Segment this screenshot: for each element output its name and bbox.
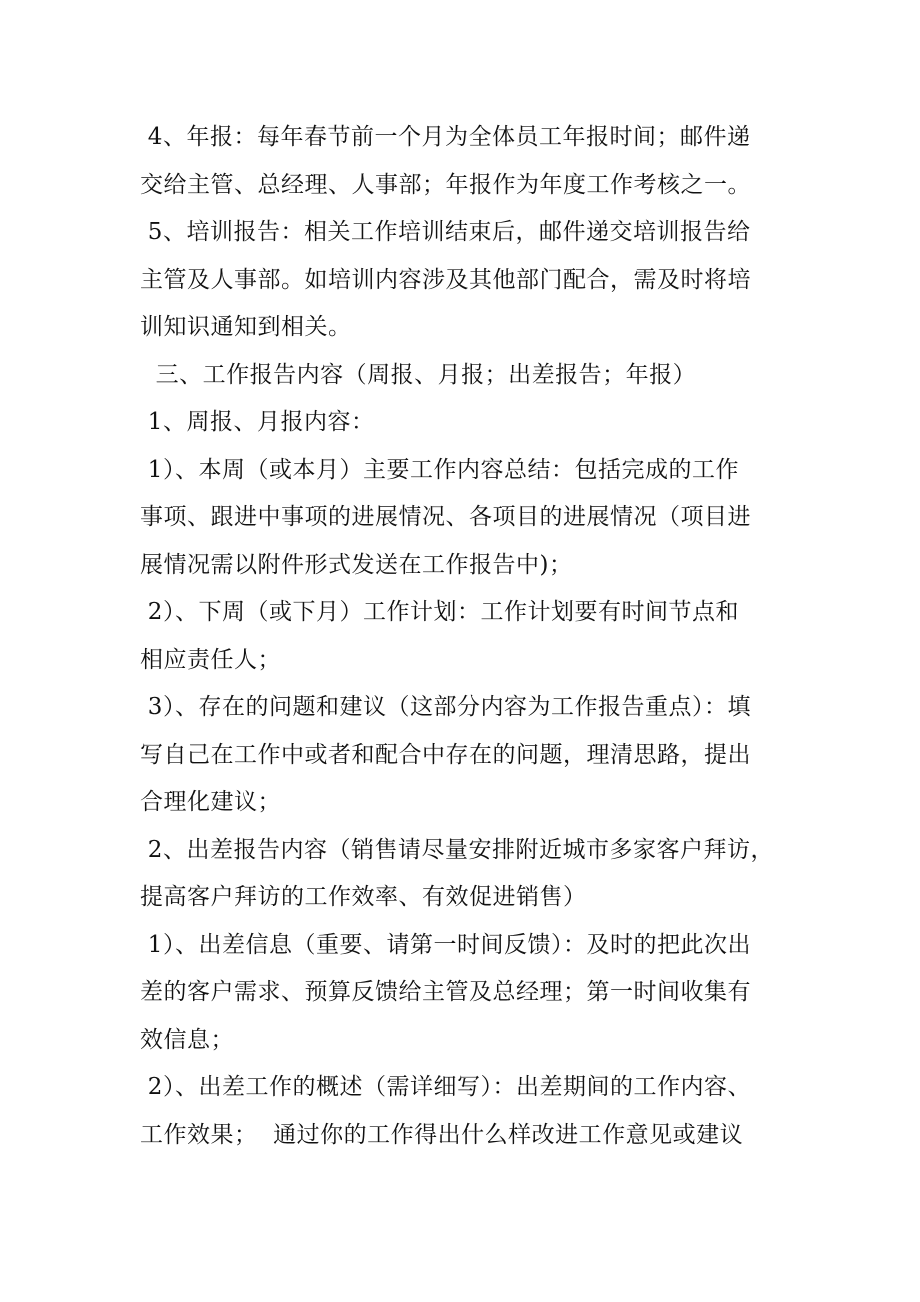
text-line: 合理化建议； bbox=[140, 789, 281, 815]
document-body bbox=[140, 114, 800, 1159]
text-line: 2、出差报告内容（销售请尽量安排附近城市多家客户拜访， bbox=[140, 836, 774, 863]
text-line: 1）、本周（或本月）主要工作内容总结：包括完成的工作 bbox=[140, 456, 739, 483]
text-line: 3）、存在的问题和建议（这部分内容为工作报告重点）：填 bbox=[140, 694, 751, 720]
text-line: 提高客户拜访的工作效率、有效促进销售） bbox=[140, 884, 587, 910]
text-line: 工作效果； 通过你的工作得出什么样改进工作意见或建议 bbox=[140, 1121, 744, 1148]
section-heading: 三、工作报告内容（周报、月报；出差报告；年报） bbox=[140, 361, 697, 388]
text-line: 5、培训报告：相关工作培训结束后，邮件递交培训报告给 bbox=[140, 219, 751, 245]
text-line: 相应责任人； bbox=[140, 646, 281, 673]
text-line: 事项、跟进中事项的进展情况、各项目的进展情况（项目进 bbox=[140, 504, 751, 530]
text-line: 4、年报：每年春节前一个月为全体员工年报时间；邮件递 bbox=[140, 124, 751, 150]
text-line: 主管及人事部。如培训内容涉及其他部门配合，需及时将培 bbox=[140, 266, 751, 293]
text-line: 训知识通知到相关。 bbox=[140, 314, 352, 340]
text-line: 效信息； bbox=[140, 1026, 234, 1053]
text-line: 差的客户需求、预算反馈给主管及总经理；第一时间收集有 bbox=[140, 979, 751, 1005]
text-line: 2）、出差工作的概述（需详细写）：出差期间的工作内容、 bbox=[140, 1074, 751, 1100]
text-line: 展情况需以附件形式发送在工作报告中)； bbox=[140, 551, 573, 578]
text-line: 1、周报、月报内容： bbox=[140, 409, 375, 435]
text-line: 交给主管、总经理、人事部；年报作为年度工作考核之一。 bbox=[140, 171, 751, 198]
text-line: 2）、下周（或下月）工作计划：工作计划要有时间节点和 bbox=[140, 599, 739, 625]
text-line: 写自己在工作中或者和配合中存在的问题，理清思路，提出 bbox=[140, 741, 751, 768]
text-line: 1）、出差信息（重要、请第一时间反馈）：及时的把此次出 bbox=[140, 931, 751, 958]
